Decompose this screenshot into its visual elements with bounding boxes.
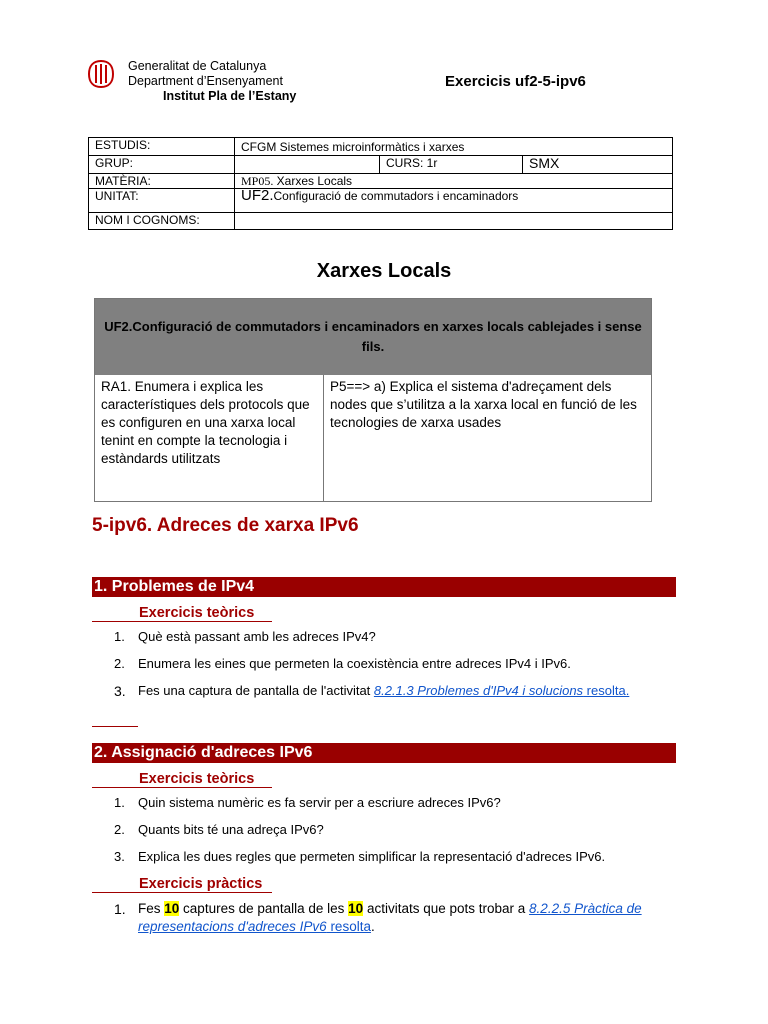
s2-item1-num: 1.: [114, 795, 125, 810]
nom-label: NOM I COGNOMS:: [89, 213, 235, 230]
s2-practice-num: 1.: [114, 901, 126, 917]
section2-theory-subtitle-text: Exercicis teòrics: [139, 771, 255, 787]
section1-subtitle: [92, 605, 272, 622]
s1-item3-num: 3.: [114, 683, 126, 699]
section2-theory-subtitle: [92, 771, 272, 788]
practice-end: .: [370, 919, 375, 934]
s1-item2-num: 2.: [114, 656, 125, 671]
activity-link-8213[interactable]: 8.2.1.3 Problemes d'IPv4 i solucions: [373, 683, 584, 698]
s1-item2-text: Enumera les eines que permeten la coexistència entre adreces IPv4 i IPv6.: [138, 656, 571, 671]
separator-line: [92, 726, 138, 727]
s1-item1-text: Què està passant amb les adreces IPv4?: [138, 629, 376, 644]
section2-bar: 2. Assignació d'adreces IPv6: [92, 743, 676, 763]
s2-practice-item: [138, 900, 678, 936]
estudis-label: ESTUDIS:: [89, 138, 235, 156]
activity-link-8213-tail[interactable]: resolta.: [583, 683, 630, 698]
main-title: Xarxes Locals: [316, 260, 452, 282]
s2-item3-text: Explica les dues regles que permeten simplificar la representació d'adreces IPv6.: [138, 849, 606, 864]
activity-link-8225[interactable]: 8.2.2.5 Pràctica de representacions d'adreces IPv6: [138, 901, 642, 934]
practice-text2: captures de pantalla de les: [179, 901, 349, 916]
unitat-name: Configuració de commutadors i encaminadors: [273, 189, 519, 203]
materia-code: MP05.: [241, 174, 274, 188]
activity-link-8225-tail[interactable]: resolta: [326, 919, 371, 934]
s1-item3-text: Fes una captura de pantalla de l'activitat: [138, 683, 374, 698]
highlight-count1: 10: [164, 901, 180, 916]
s2-item2-num: 2.: [114, 822, 125, 837]
section2-practice-subtitle: [92, 876, 272, 893]
grup-label: GRUP:: [89, 156, 235, 174]
grup-value[interactable]: [235, 156, 380, 174]
course-info-table: [88, 137, 673, 230]
practice-text3: activitats que pots trobar a: [363, 901, 530, 916]
s2-item3-num: 3.: [114, 849, 125, 864]
materia-label: MATÈRIA:: [89, 174, 235, 189]
ra1-cell: RA1. Enumera i explica les característiques dels protocols que es configuren en una xarxa local tenint en compte la tecnologia i estàndards utilitzats: [95, 375, 324, 501]
highlight-count2: 10: [348, 901, 364, 916]
unitat-label: UNITAT:: [89, 189, 235, 213]
section1-bar: 1. Problemes de IPv4: [92, 577, 676, 597]
section-title: 5-ipv6. Adreces de xarxa IPv6: [92, 515, 359, 536]
materia-name: Xarxes Locals: [273, 174, 353, 188]
estudis-value: CFGM Sistemes microinformàtics i xarxes: [235, 138, 673, 156]
s2-item1-text: Quin sistema numèric es fa servir per a escriure adreces IPv6?: [138, 795, 501, 810]
school-name: Institut Pla de l’Estany: [163, 89, 297, 103]
uf-header: UF2.Configuració de commutadors i encaminadors en xarxes locals cablejades i sense fils.: [95, 299, 651, 375]
unitat-code: UF2.: [241, 187, 274, 204]
s1-item1-num: 1.: [114, 629, 125, 644]
curs-extra: SMX: [523, 156, 673, 174]
practice-text1: Fes: [138, 901, 165, 916]
s1-item3: [138, 682, 678, 700]
learning-outcome-box: [94, 298, 652, 502]
generalitat-logo-icon: [88, 60, 114, 88]
curs-label: CURS: 1r: [380, 156, 523, 174]
section1-subtitle-text: Exercicis teòrics: [139, 605, 255, 621]
org-name-line1: Generalitat de Catalunya: [128, 59, 267, 73]
p5-cell: P5==> a) Explica el sistema d'adreçament dels nodes que s’utilitza a la xarxa local en funció de les tecnologies de xarxa usades: [330, 379, 637, 430]
s2-item2-text: Quants bits té una adreça IPv6?: [138, 822, 324, 837]
materia-value: [235, 174, 673, 189]
org-name-line2: Department d’Ensenyament: [128, 74, 283, 88]
section2-practice-subtitle-text: Exercicis pràctics: [139, 876, 263, 892]
document-title: Exercicis uf2-5-ipv6: [445, 73, 586, 90]
nom-value[interactable]: [235, 213, 673, 230]
unitat-value: [235, 189, 673, 213]
